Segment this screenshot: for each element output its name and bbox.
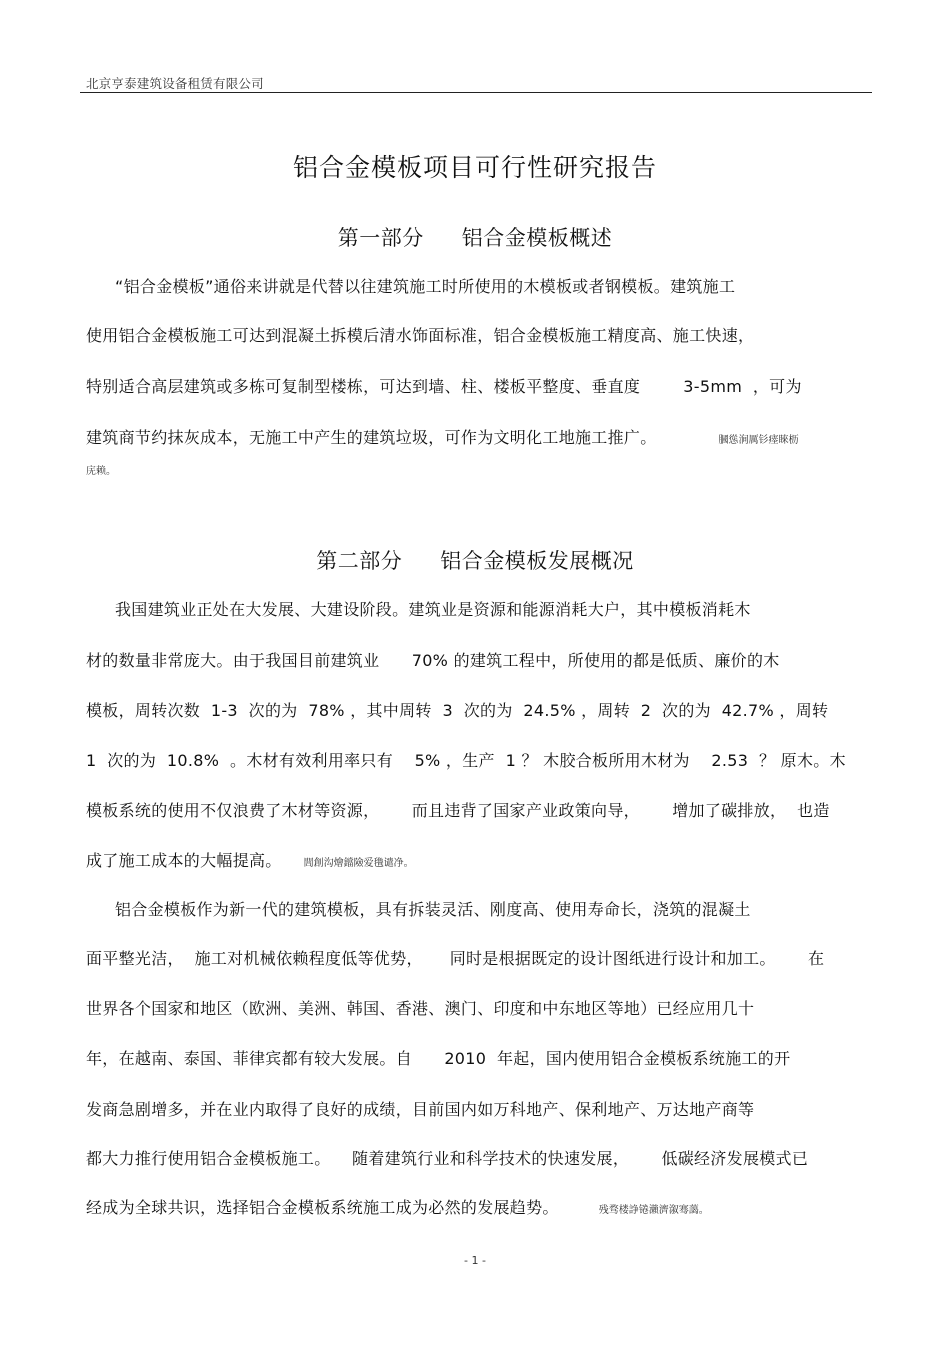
document-title: 铝合金模板项目可行性研究报告 [292,153,657,182]
section-2-title: 铝合金模板发展概况 [440,549,634,573]
section-2-para-2-line-7-text: 经成为全球共识，选择铝合金模板系统施工成为必然的发展趋势。 [86,1198,559,1217]
section-2-para-2-note: 残骛楼諍锩瀨濟溆骞藹。 [598,1205,709,1216]
section-2-para-1-note: 閭創沟燴鐺險爱氇谴净。 [303,858,414,869]
section-1-line-1: “铝合金模板”通俗来讲就是代替以往建筑施工时所使用的木模板或者钢模板。建筑施工 [115,277,736,296]
section-2-para-1-line-6-text: 成了施工成本的大幅提高。 [86,851,282,870]
section-2-para-2-line-4: 年，在越南、泰国、菲律宾都有较大发展。自 2010 年起，国内使用铝合金模板系统施工的开 [86,1049,791,1068]
section-1-note-1: 膕慫涧厲钐瘗睞枥 [718,435,799,446]
section-2-para-2-line-7 [86,1195,709,1218]
section-2-para-2-line-2: 面平整光洁， 施工对机械依赖程度低等优势， 同时是根据既定的设计图纸进行设计和加工。 在 [86,949,825,968]
header-company: 北京亨泰建筑设备租赁有限公司 [86,76,264,91]
section-1-line-4-text: 建筑商节约抹灰成本，无施工中产生的建筑垃圾，可作为文明化工地施工推广。 [86,428,657,447]
section-1-note-2: 庑赖。 [86,466,116,477]
header-divider [80,92,872,93]
section-1-line-4 [86,425,799,448]
section-1-line-3: 特别适合高层建筑或多栋可复制型楼栋，可达到墙、柱、楼板平整度、垂直度 3-5mm ，可为 [86,377,802,396]
section-2-para-2-line-1: 铝合金模板作为新一代的建筑模板，具有拆装灵活、刚度高、使用寿命长，浇筑的混凝土 [115,900,751,919]
section-2-para-2-line-6: 都大力推行使用铝合金模板施工。 随着建筑行业和科学技术的快速发展， 低碳经济发展模式已 [86,1149,809,1168]
section-2-para-1-line-2: 材的数量非常庞大。由于我国目前建筑业 70% 的建筑工程中，所使用的都是低质、廉价的木 [86,651,780,670]
section-2-para-1-line-4: 1 次的为 10.8% 。木材有效利用率只有 5% ，生产 1 ？ 木胶合板所用木材为 2.53 ？ 原木。木 [86,751,846,770]
section-2-para-1-line-3: 模板，周转次数 1-3 次的为 78% ，其中周转 3 次的为 24.5% ，周转 2 次的为 42.7% ，周转 [86,701,829,720]
section-1-line-2: 使用铝合金模板施工可达到混凝土拆模后清水饰面标准，铝合金模板施工精度高、施工快速， [86,326,755,345]
section-1-part: 第一部分 [337,226,424,250]
section-2-para-2-line-5: 发商急剧增多，并在业内取得了良好的成绩，目前国内如万科地产、保利地产、万达地产商等 [86,1100,755,1119]
section-2-para-1-line-1: 我国建筑业正处在大发展、大建设阶段。建筑业是资源和能源消耗大户，其中模板消耗木 [115,600,751,619]
section-2-heading [0,545,950,575]
section-1-heading [0,222,950,252]
section-2-para-1-line-5: 模板系统的使用不仅浪费了木材等资源， 而且违背了国家产业政策向导， 增加了碳排放， 也造 [86,801,830,820]
section-1-title: 铝合金模板概述 [461,226,613,250]
section-2-part: 第二部分 [316,549,403,573]
section-2-para-1-line-6 [86,848,414,871]
section-2-para-2-line-3: 世界各个国家和地区（欧洲、美洲、韩国、香港、澳门、印度和中东地区等地）已经应用几十 [86,999,755,1018]
page-number: - 1 - [464,1254,486,1267]
